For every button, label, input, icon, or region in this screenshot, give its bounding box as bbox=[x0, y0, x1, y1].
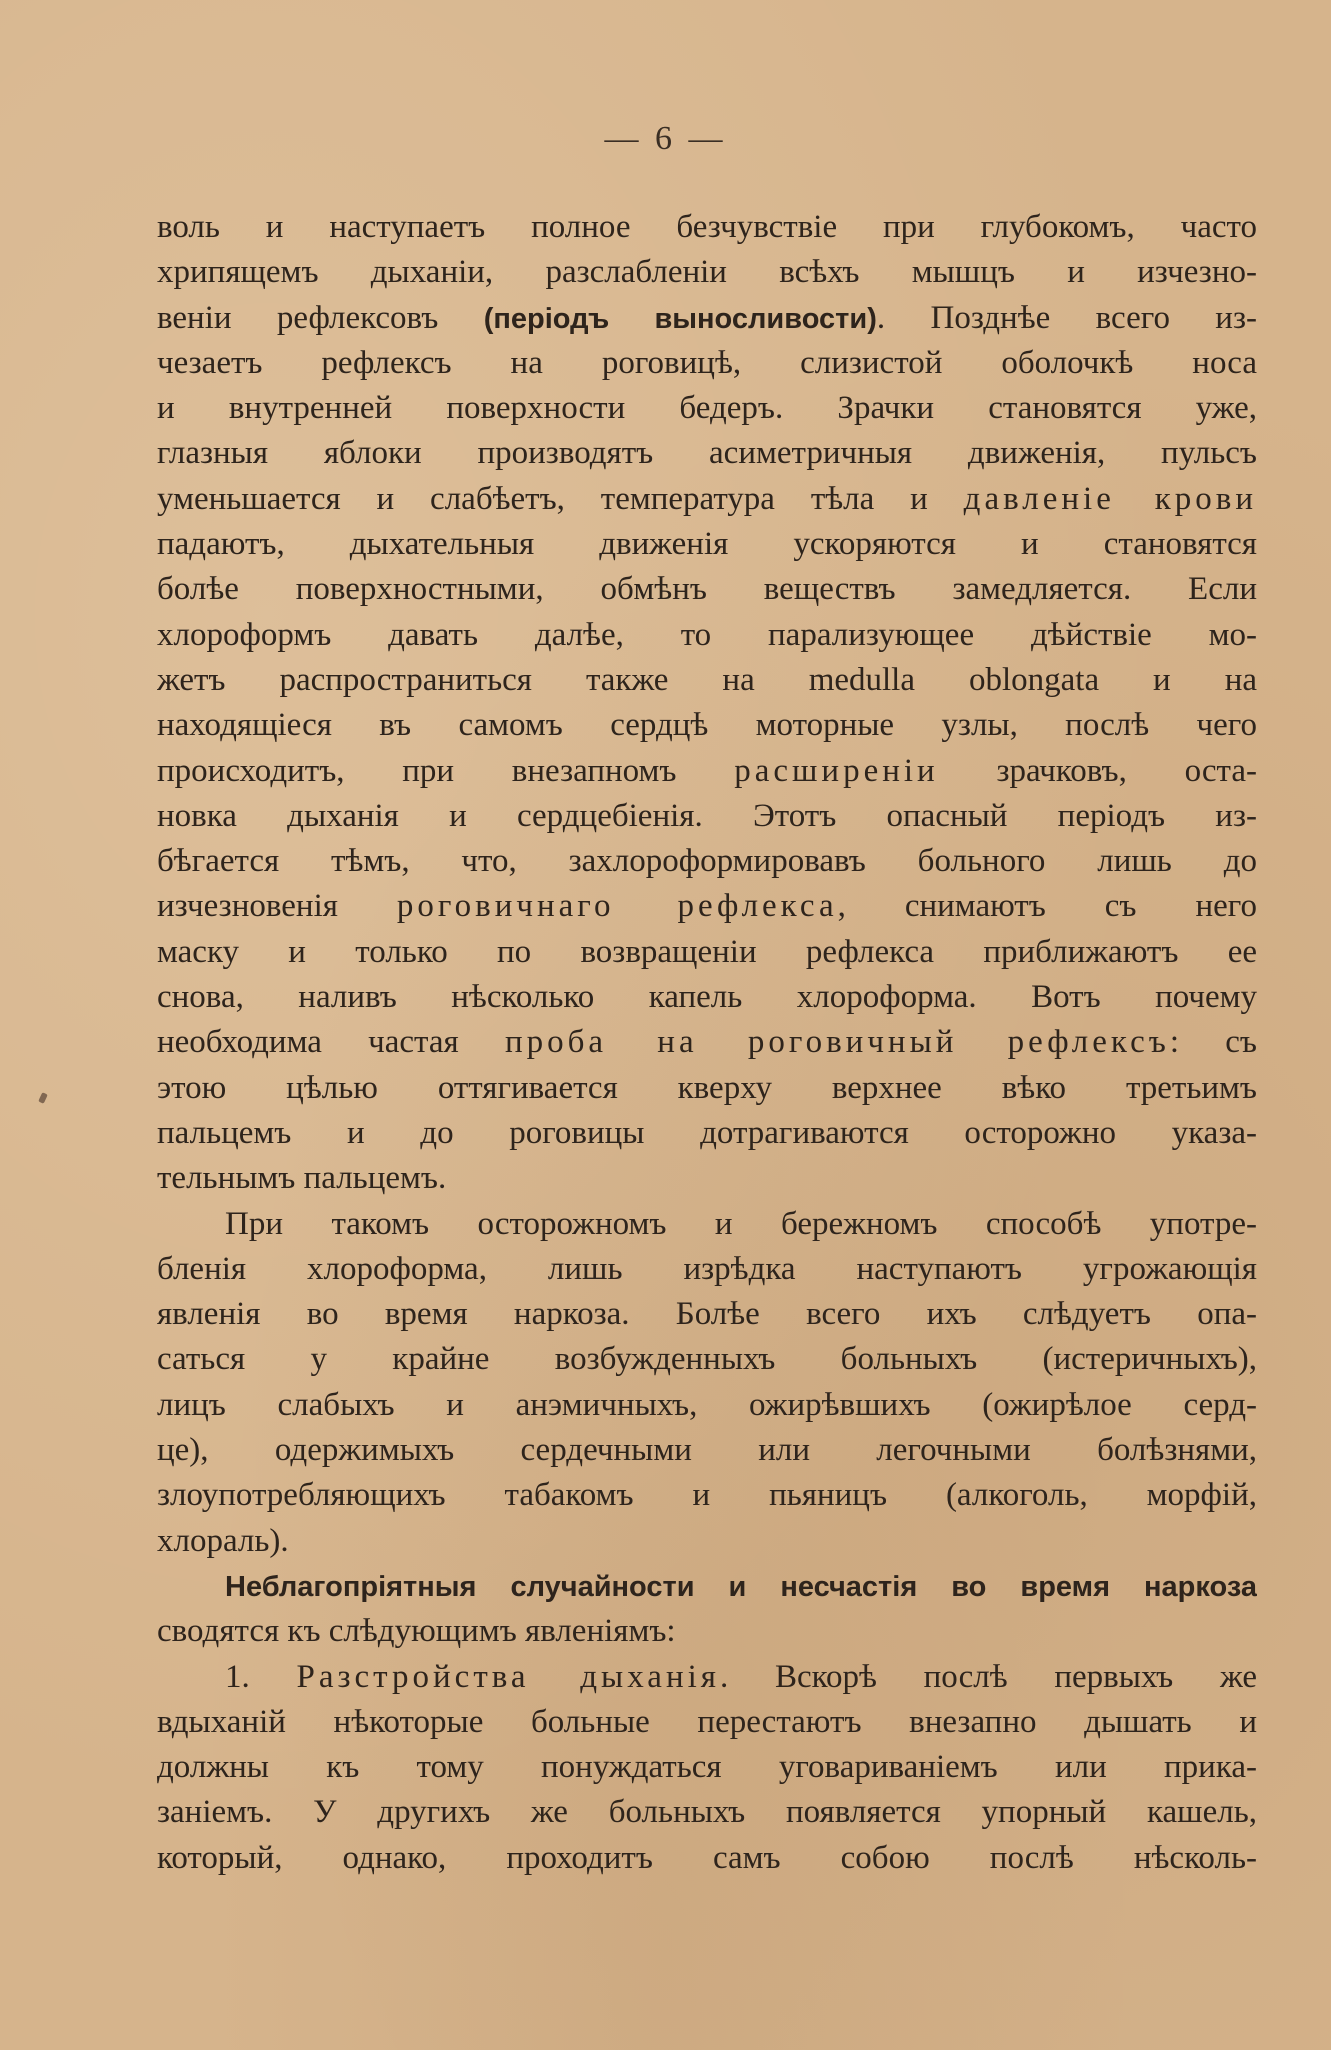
text-segment: снова, наливъ нѣсколько капель хлороформа. Вотъ почему bbox=[157, 979, 1257, 1016]
text-line bbox=[157, 1836, 1257, 1881]
text-segment: находящіеся въ самомъ сердцѣ моторные узлы, послѣ чего bbox=[157, 707, 1257, 744]
text-segment: хлороформъ давать далѣе, то парализующее дѣйствіе мо- bbox=[157, 616, 1257, 653]
text-line bbox=[157, 1383, 1257, 1428]
text-segment: 1. bbox=[225, 1658, 297, 1695]
text-line bbox=[157, 1790, 1257, 1835]
text-segment: чезаетъ рефлексъ на роговицѣ, слизистой оболочкѣ носа bbox=[157, 344, 1257, 381]
text-line bbox=[157, 1337, 1257, 1382]
text-segment: зрачковъ, оста- bbox=[938, 752, 1257, 789]
text-segment: При такомъ осторожномъ и бережномъ способѣ употре- bbox=[225, 1205, 1257, 1242]
text-segment: уменьшается и слабѣетъ, температура тѣла и bbox=[157, 480, 964, 517]
text-segment: который, однако, проходитъ самъ собою послѣ нѣсколь- bbox=[157, 1839, 1257, 1876]
text-segment: и внутренней поверхности бедеръ. Зрачки становятся уже, bbox=[157, 390, 1257, 427]
spaced-text: давленіе крови bbox=[963, 480, 1257, 517]
spaced-text: Разстройства дыханія bbox=[296, 1658, 720, 1695]
text-segment: бѣгается тѣмъ, что, захлороформировавъ больного лишь до bbox=[157, 843, 1257, 880]
text-segment: . Вскорѣ послѣ первыхъ же bbox=[719, 1658, 1257, 1695]
text-segment: падаютъ, дыхательныя движенія ускоряются и становятся bbox=[157, 526, 1257, 563]
text-segment: маску и только по возвращеніи рефлекса приближаютъ ее bbox=[157, 933, 1257, 970]
text-line bbox=[157, 205, 1257, 250]
text-segment: воль и наступаетъ полное безчувствіе при глубокомъ, часто bbox=[157, 209, 1257, 245]
text-segment: злоупотребляющихъ табакомъ и пьяницъ (алкоголь, морфій, bbox=[157, 1477, 1257, 1514]
text-line bbox=[157, 1655, 1257, 1700]
text-segment: пальцемъ и до роговицы дотрагиваются осторожно указа- bbox=[157, 1114, 1257, 1151]
spaced-text: расширеніи bbox=[734, 752, 939, 789]
ink-speck bbox=[38, 1092, 48, 1104]
text-segment: должны къ тому понуждаться уговариваніемъ или прика- bbox=[157, 1749, 1257, 1786]
text-segment: веніи рефлексовъ bbox=[157, 299, 484, 336]
text-line bbox=[157, 1292, 1257, 1337]
text-segment: новка дыханія и сердцебіенія. Этотъ опасный періодъ из- bbox=[157, 797, 1257, 834]
text-segment: саться у крайне возбужденныхъ больныхъ (истеричныхъ), bbox=[157, 1341, 1257, 1378]
text-segment: глазныя яблоки производятъ асиметричныя движенія, пульсъ bbox=[157, 435, 1257, 472]
text-segment: вдыханій нѣкоторые больные перестаютъ внезапно дышать и bbox=[157, 1703, 1257, 1740]
text-line bbox=[157, 1111, 1257, 1156]
text-line bbox=[157, 296, 1257, 341]
text-segment: , снимаютъ съ него bbox=[837, 888, 1257, 925]
text-segment: жетъ распространиться также на medulla oblongata и на bbox=[157, 661, 1257, 698]
text-segment: : съ bbox=[1169, 1024, 1257, 1061]
text-line bbox=[157, 1020, 1257, 1065]
text-line bbox=[157, 1519, 1257, 1564]
text-line bbox=[157, 477, 1257, 522]
text-line bbox=[157, 703, 1257, 748]
text-line bbox=[157, 658, 1257, 703]
text-line bbox=[157, 794, 1257, 839]
text-line bbox=[157, 522, 1257, 567]
text-line bbox=[157, 930, 1257, 975]
body-text bbox=[157, 205, 1257, 1881]
text-line bbox=[157, 1247, 1257, 1292]
text-line bbox=[157, 613, 1257, 658]
text-line bbox=[157, 1473, 1257, 1518]
text-segment: изчезновенія bbox=[157, 888, 397, 925]
text-line bbox=[157, 1745, 1257, 1790]
text-line bbox=[157, 567, 1257, 612]
bold-text: (періодъ выносливости) bbox=[483, 302, 877, 335]
text-line bbox=[157, 1202, 1257, 1247]
text-segment: це), одержимыхъ сердечными или легочными болѣзнями, bbox=[157, 1432, 1257, 1469]
text-line bbox=[157, 386, 1257, 431]
text-line bbox=[157, 839, 1257, 884]
text-line bbox=[157, 341, 1257, 386]
text-segment: сводятся къ слѣдующимъ явленіямъ: bbox=[157, 1613, 676, 1650]
text-line bbox=[157, 1609, 1257, 1654]
text-line bbox=[157, 250, 1257, 295]
text-segment: болѣе поверхностными, обмѣнъ веществъ замедляется. Если bbox=[157, 571, 1257, 608]
text-segment: тельнымъ пальцемъ. bbox=[157, 1160, 447, 1197]
text-line bbox=[157, 1700, 1257, 1745]
text-line bbox=[157, 975, 1257, 1020]
page-number: — 6 — bbox=[604, 120, 727, 157]
text-line bbox=[157, 1066, 1257, 1111]
text-segment: лицъ слабыхъ и анэмичныхъ, ожирѣвшихъ (ожирѣлое серд- bbox=[157, 1386, 1257, 1423]
text-segment: хрипящемъ дыханіи, разслабленіи всѣхъ мышцъ и изчезно- bbox=[157, 254, 1257, 291]
text-line bbox=[157, 749, 1257, 794]
text-segment: . Позднѣе всего из- bbox=[876, 299, 1257, 336]
text-segment: необходима частая bbox=[157, 1024, 505, 1061]
text-line bbox=[157, 884, 1257, 929]
text-line bbox=[157, 1156, 1257, 1201]
spaced-text: проба на роговичный рефлексъ bbox=[504, 1024, 1170, 1061]
text-segment: бленія хлороформа, лишь изрѣдка наступаютъ угрожающія bbox=[157, 1250, 1257, 1287]
text-line bbox=[157, 431, 1257, 476]
text-line bbox=[157, 1564, 1257, 1609]
text-segment: хлораль). bbox=[157, 1522, 289, 1559]
text-line bbox=[157, 1428, 1257, 1473]
bold-text: Неблагопріятныя случайности и несчастія во время наркоза bbox=[225, 1570, 1257, 1603]
text-segment: этою цѣлью оттягивается кверху верхнее вѣко третьимъ bbox=[157, 1069, 1257, 1106]
text-segment: явленія во время наркоза. Болѣе всего ихъ слѣдуетъ опа- bbox=[157, 1296, 1257, 1333]
text-segment: заніемъ. У другихъ же больныхъ появляется упорный кашель, bbox=[157, 1794, 1257, 1831]
spaced-text: роговичнаго рефлекса bbox=[396, 888, 838, 925]
text-segment: происходитъ, при внезапномъ bbox=[157, 752, 735, 789]
